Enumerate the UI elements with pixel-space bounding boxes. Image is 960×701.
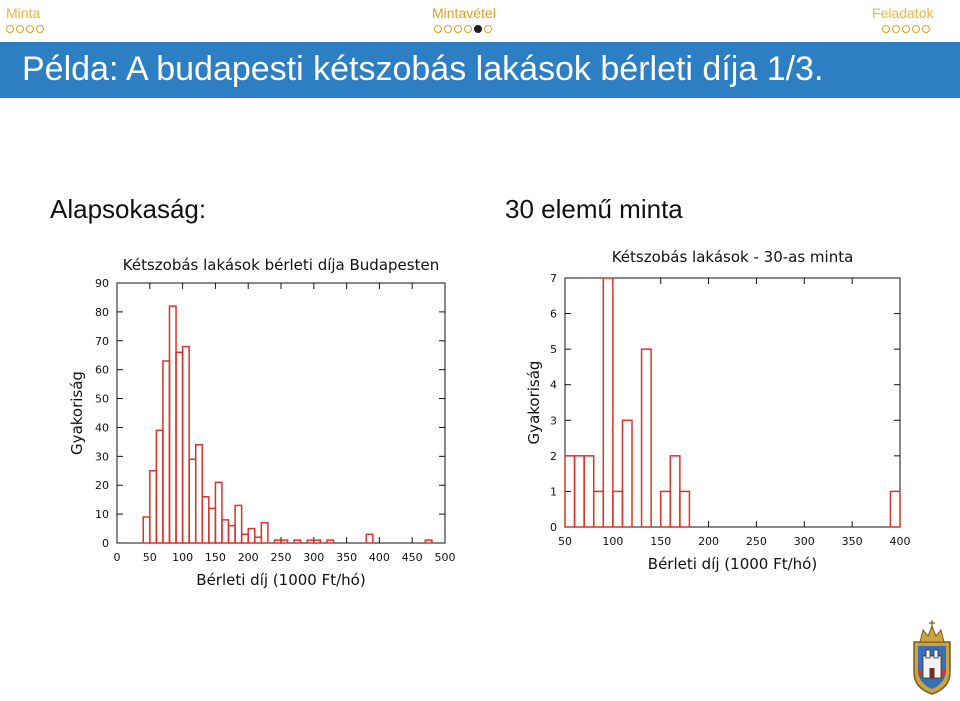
histogram-bar — [156, 430, 163, 543]
x-tick-label: 350 — [841, 535, 863, 548]
histogram-bar — [613, 491, 623, 527]
chart-title: Kétszobás lakások bérleti díja Budapesten — [122, 256, 440, 274]
histogram-bar — [281, 540, 288, 543]
histogram-bar — [196, 445, 203, 543]
university-crest-logo — [910, 620, 954, 696]
histogram-bar — [150, 471, 157, 543]
x-tick-label: 0 — [113, 551, 121, 564]
nav-dot[interactable] — [26, 25, 34, 33]
x-axis-label: Bérleti díj (1000 Ft/hó) — [196, 571, 366, 589]
chart-title: Kétszobás lakások - 30-as minta — [611, 248, 854, 266]
x-tick-label: 400 — [889, 535, 911, 548]
histogram-bar — [584, 456, 594, 527]
y-tick-label: 0 — [102, 537, 109, 550]
histogram-bar — [680, 491, 690, 527]
histogram-bar — [622, 420, 632, 527]
slide-title: Példa: A budapesti kétszobás lakások bérleti díja 1/3. — [22, 50, 824, 88]
histogram-bar — [248, 529, 255, 543]
population-label: Alapsokaság: — [50, 194, 207, 224]
x-tick-label: 50 — [558, 535, 572, 548]
nav-dots-feladatok[interactable] — [882, 25, 930, 35]
histogram-bar — [255, 537, 262, 543]
sample-histogram — [525, 240, 925, 595]
nav-dot[interactable] — [474, 25, 482, 33]
x-tick-label: 150 — [204, 551, 226, 564]
x-tick-label: 300 — [303, 551, 325, 564]
nav-dot[interactable] — [882, 25, 890, 33]
histogram-bar — [143, 517, 150, 543]
nav-dot[interactable] — [902, 25, 910, 33]
y-tick-label: 80 — [95, 305, 109, 319]
y-axis-label: Gyakoriság — [525, 360, 543, 445]
x-tick-label: 100 — [602, 535, 624, 548]
histogram-bar — [642, 349, 652, 527]
plot-frame — [117, 283, 445, 543]
histogram-bar — [183, 347, 190, 543]
beamer-navigation — [0, 0, 960, 42]
y-tick-label: 40 — [95, 421, 109, 435]
y-tick-label: 3 — [550, 414, 557, 428]
histogram-bar — [189, 459, 196, 543]
y-tick-label: 50 — [95, 392, 109, 406]
x-tick-label: 250 — [745, 535, 767, 548]
nav-dot[interactable] — [6, 25, 14, 33]
x-tick-label: 250 — [270, 551, 292, 564]
nav-dot[interactable] — [464, 25, 472, 33]
histogram-bar — [229, 526, 236, 543]
histogram-bar — [202, 497, 209, 543]
histogram-bar — [670, 456, 680, 527]
plot-frame — [565, 278, 900, 527]
nav-section-mintavetel[interactable]: Mintavétel — [432, 5, 496, 21]
x-tick-label: 350 — [336, 551, 358, 564]
histogram-bar — [575, 456, 585, 527]
y-tick-label: 60 — [95, 363, 109, 377]
y-tick-label: 90 — [95, 277, 109, 290]
x-tick-label: 200 — [698, 535, 720, 548]
y-tick-label: 70 — [95, 334, 109, 348]
histogram-bar — [425, 540, 432, 543]
histogram-bar — [603, 278, 613, 527]
y-tick-label: 2 — [550, 449, 557, 463]
sample-label: 30 elemű minta — [505, 194, 683, 224]
nav-dot[interactable] — [16, 25, 24, 33]
nav-dot[interactable] — [912, 25, 920, 33]
histogram-bar — [169, 306, 176, 543]
histogram-bar — [307, 540, 314, 543]
y-tick-label: 0 — [550, 521, 557, 534]
histogram-bar — [294, 540, 301, 543]
histogram-bar — [215, 482, 222, 543]
histogram-bar — [242, 534, 249, 543]
histogram-bar — [176, 352, 183, 543]
y-tick-label: 20 — [95, 479, 109, 493]
x-tick-label: 500 — [434, 551, 456, 564]
slide-title-bar — [0, 42, 960, 98]
histogram-bar — [314, 540, 321, 543]
x-tick-label: 200 — [237, 551, 259, 564]
y-tick-label: 7 — [550, 272, 557, 285]
y-axis-label: Gyakoriság — [68, 371, 86, 455]
nav-dots-minta[interactable] — [6, 25, 44, 35]
histogram-bar — [661, 491, 671, 527]
histogram-bar — [327, 540, 334, 543]
x-tick-label: 300 — [793, 535, 815, 548]
x-axis-label: Bérleti díj (1000 Ft/hó) — [647, 555, 818, 573]
x-tick-label: 450 — [401, 551, 423, 564]
x-tick-label: 100 — [172, 551, 194, 564]
histogram-bar — [594, 491, 604, 527]
nav-dot[interactable] — [454, 25, 462, 33]
y-tick-label: 6 — [550, 307, 557, 321]
nav-dot[interactable] — [444, 25, 452, 33]
nav-dot[interactable] — [36, 25, 44, 33]
histogram-bar — [222, 520, 229, 543]
x-tick-label: 150 — [650, 535, 672, 548]
population-histogram — [60, 245, 470, 600]
nav-section-feladatok[interactable]: Feladatok — [872, 5, 934, 21]
histogram-bar — [274, 540, 281, 543]
y-tick-label: 1 — [550, 485, 557, 499]
nav-dot[interactable] — [922, 25, 930, 33]
y-tick-label: 10 — [95, 508, 109, 522]
histogram-bar — [366, 534, 373, 543]
y-tick-label: 4 — [550, 378, 557, 392]
histogram-bar — [890, 491, 900, 527]
nav-dot[interactable] — [484, 25, 492, 33]
histogram-bar — [235, 505, 242, 543]
x-tick-label: 400 — [368, 551, 390, 564]
y-tick-label: 5 — [550, 343, 557, 357]
histogram-bar — [261, 523, 268, 543]
nav-section-minta[interactable]: Minta — [6, 5, 41, 21]
histogram-bar — [209, 508, 216, 543]
x-tick-label: 50 — [142, 551, 157, 564]
nav-dot[interactable] — [892, 25, 900, 33]
nav-dot[interactable] — [434, 25, 442, 33]
histogram-bar — [163, 361, 170, 543]
nav-dots-mintavetel[interactable] — [434, 25, 492, 35]
y-tick-label: 30 — [95, 450, 109, 464]
